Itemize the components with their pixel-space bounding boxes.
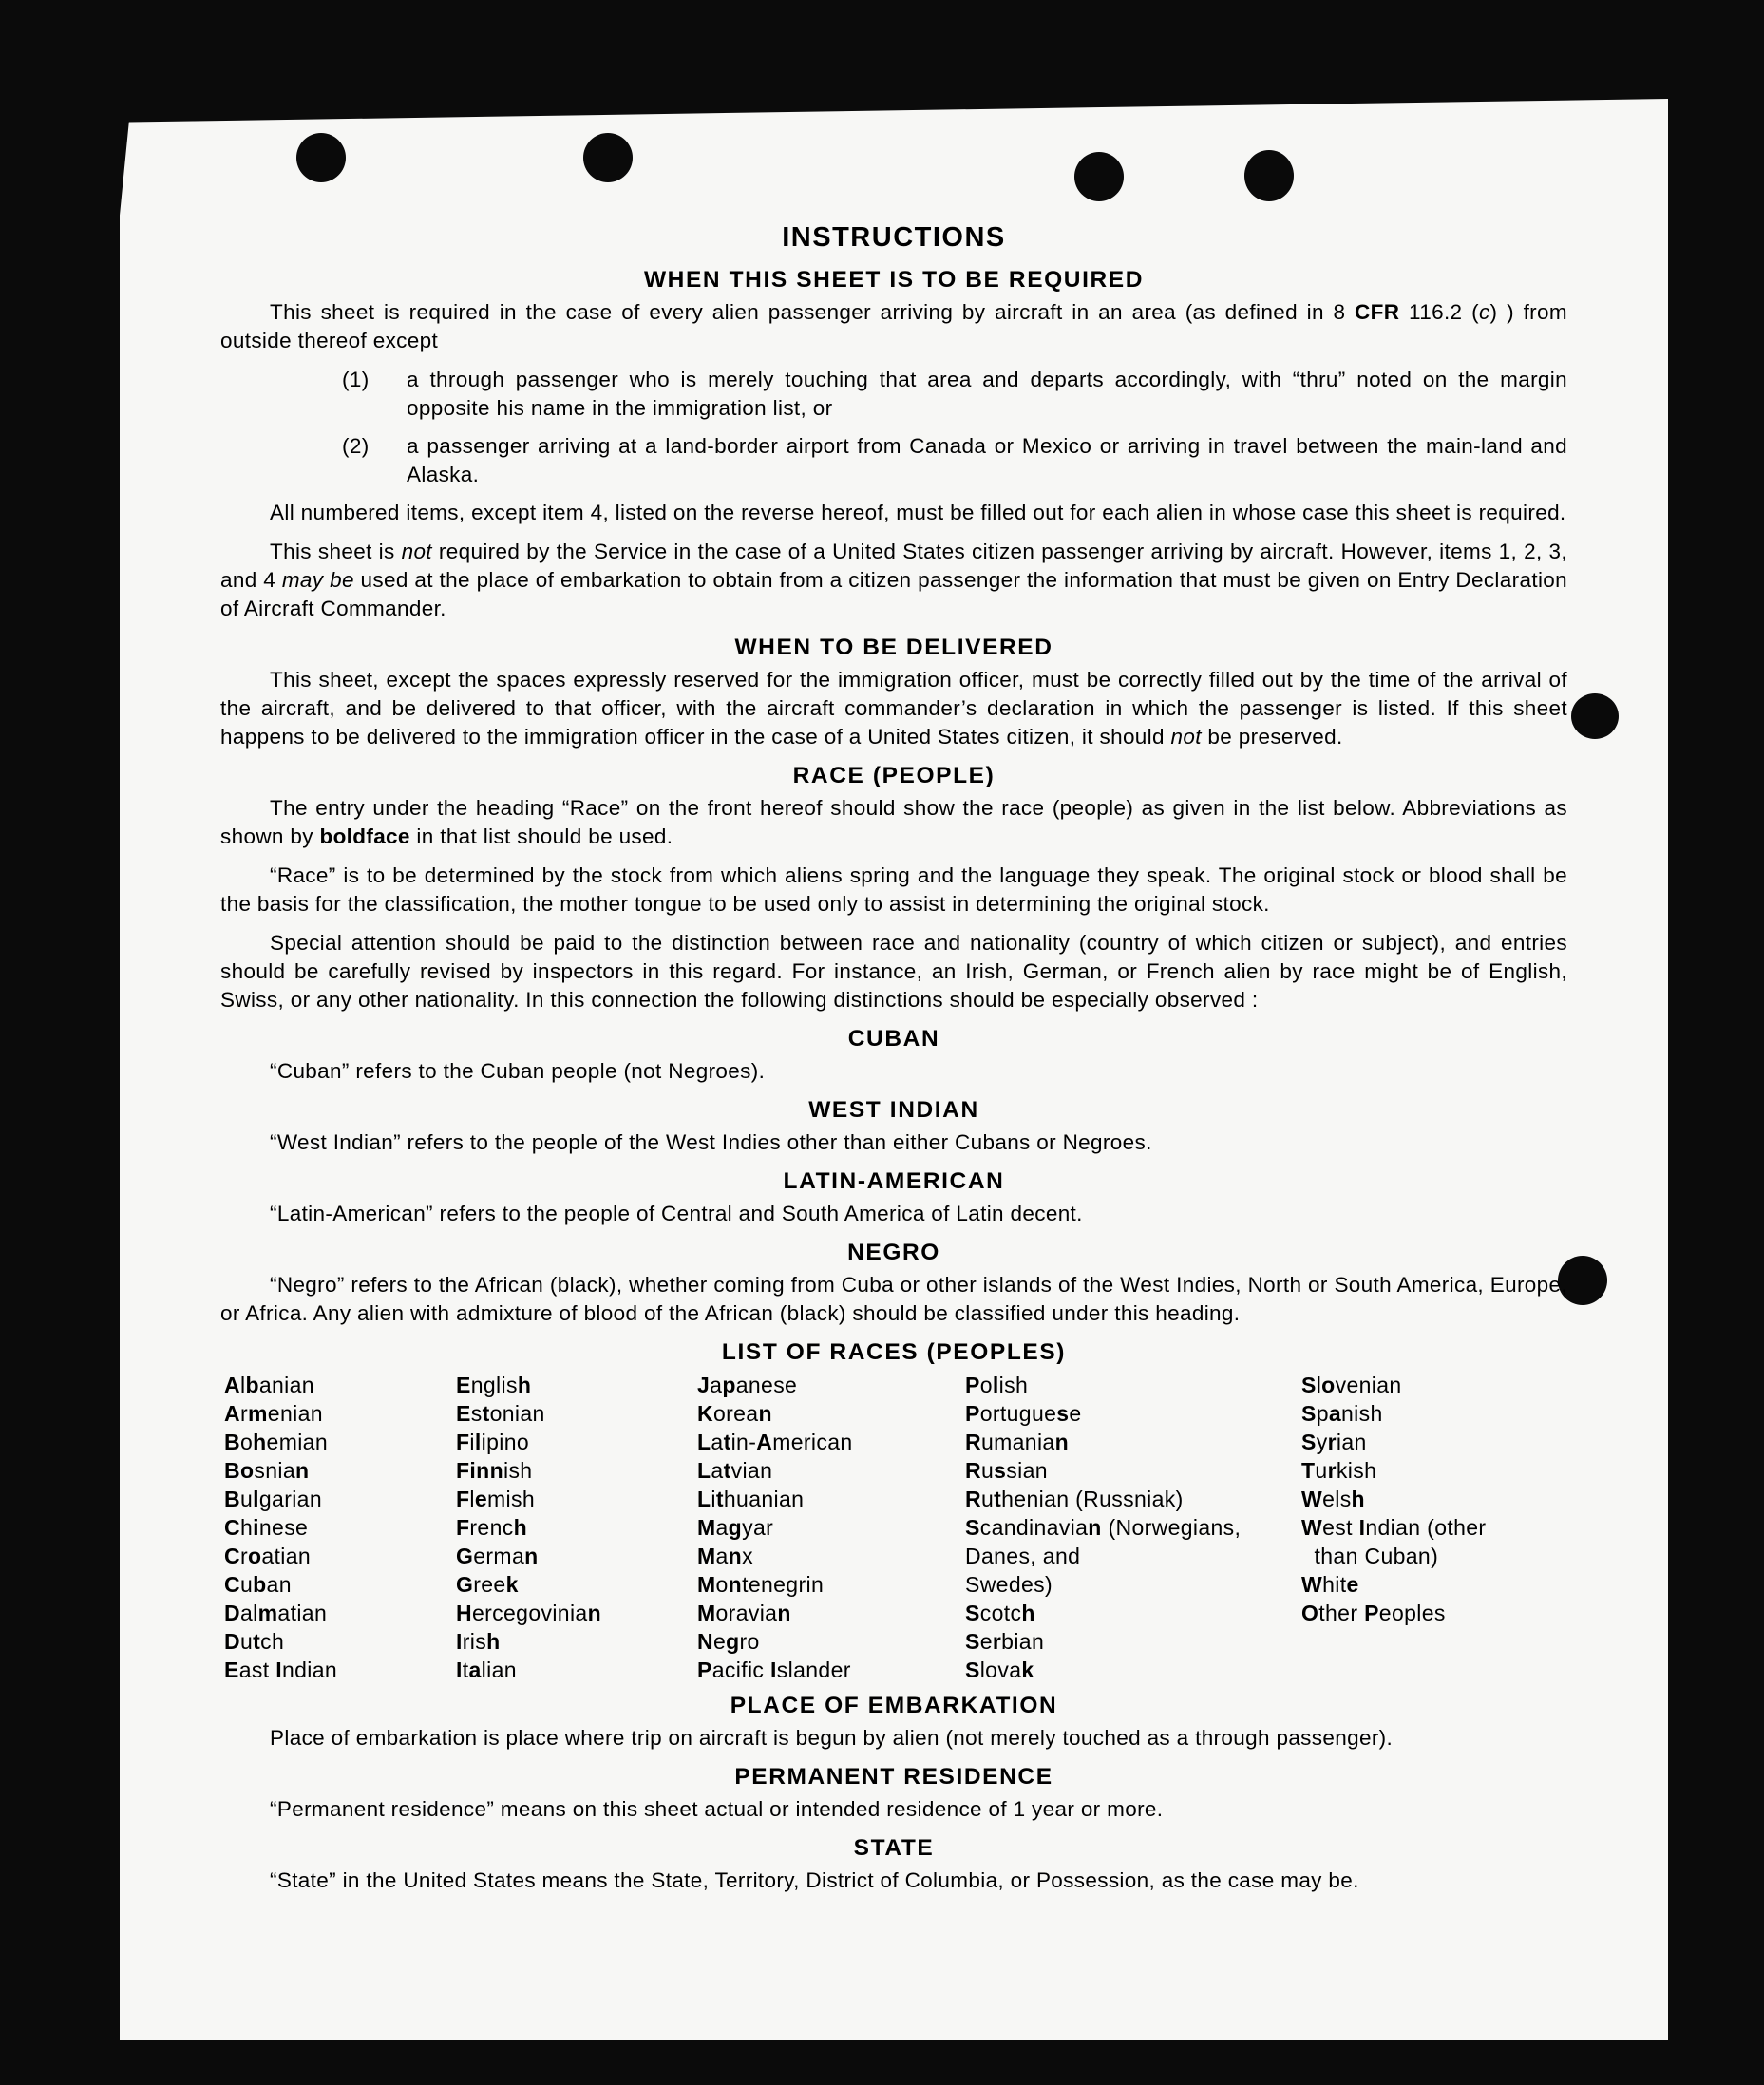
race-entry: Pacific Islander xyxy=(697,1658,851,1682)
race-entry: Albanian xyxy=(224,1373,314,1397)
race-entry: Flemish xyxy=(456,1487,536,1511)
race-entry: Bohemian xyxy=(224,1430,328,1454)
race-entry: West Indian (other xyxy=(1301,1515,1487,1540)
race-entry: Bosnian xyxy=(224,1458,310,1483)
section-heading-cuban: CUBAN xyxy=(847,1026,940,1052)
race-entry: Syrian xyxy=(1301,1430,1367,1454)
section-heading-residence: PERMANENT RESIDENCE xyxy=(734,1764,1053,1790)
race-entry: Dutch xyxy=(224,1629,285,1654)
races-column xyxy=(697,1371,965,1684)
race-entry: Irish xyxy=(456,1629,501,1654)
race-entry: Croatian xyxy=(224,1544,312,1568)
document-title: INSTRUCTIONS xyxy=(782,222,1006,253)
races-column xyxy=(224,1371,456,1684)
races-column xyxy=(456,1371,697,1684)
section-heading-negro: NEGRO xyxy=(847,1240,940,1265)
paragraph-race-nationality: Special attention should be paid to the distinction between race and nationality (country of which citizen or subject), and entries should be carefully revised by inspectors in this regard. For instance, an Irish, German, or French alien by race might be of English, Swiss, or any other nationality. In this connection the following distinctions should be especially observed : xyxy=(220,931,1567,1012)
races-list xyxy=(224,1371,1567,1684)
punch-hole xyxy=(583,133,633,182)
paragraph-negro: “Negro” refers to the African (black), whether coming from Cuba or other islands of the West Indies, North or South America, Europe, or Africa. Any alien with admixture of blood of the African (black) should be classified under this heading. xyxy=(220,1273,1567,1325)
paragraph-residence: “Permanent residence” means on this sheet actual or intended residence of 1 year or more. xyxy=(270,1797,1164,1821)
race-entry: Rumanian xyxy=(965,1430,1069,1454)
race-entry: English xyxy=(456,1373,532,1397)
race-entry: Spanish xyxy=(1301,1401,1383,1426)
punch-hole xyxy=(1244,150,1294,201)
exception-item: (1) a through passenger who is merely touching that area and departs accordingly, with “thru” noted on the margin opposite his name in the immigration list, or xyxy=(342,368,1567,420)
race-entry: Latin-American xyxy=(697,1430,853,1454)
race-entry: Montenegrin xyxy=(697,1572,825,1597)
race-entry: Scotch xyxy=(965,1601,1035,1625)
document-body xyxy=(220,220,1567,1905)
race-entry: Chinese xyxy=(224,1515,309,1540)
paragraph-race-entry: The entry under the heading “Race” on the front hereof should show the race (people) as given in the list below. Abbreviations as shown by boldface in that list should be used. xyxy=(220,796,1567,848)
paragraph-race-stock: “Race” is to be determined by the stock from which aliens spring and the language they speak. The original stock or blood shall be the basis for the classification, the mother tongue to be used only to assist in determining the original stock. xyxy=(220,863,1567,916)
race-entry: Serbian xyxy=(965,1629,1045,1654)
race-entry: Estonian xyxy=(456,1401,545,1426)
paragraph-west-indian: “West Indian” refers to the people of the West Indies other than either Cubans or Negroes. xyxy=(270,1130,1152,1154)
race-entry: Dalmatian xyxy=(224,1601,328,1625)
punch-hole xyxy=(296,133,346,182)
paragraph-numbered-items: All numbered items, except item 4, listed on the reverse hereof, must be filled out for each alien in whose case this sheet is required. xyxy=(270,501,1566,524)
race-entry: Bulgarian xyxy=(224,1487,322,1511)
section-heading-race: RACE (PEOPLE) xyxy=(792,763,996,788)
race-entry: than Cuban) xyxy=(1314,1544,1439,1568)
race-entry: German xyxy=(456,1544,539,1568)
race-entry: French xyxy=(456,1515,527,1540)
race-entry: Slovak xyxy=(965,1658,1034,1682)
race-entry: Turkish xyxy=(1301,1458,1377,1483)
race-entry: East Indian xyxy=(224,1658,338,1682)
race-entry: Portuguese xyxy=(965,1401,1082,1426)
paragraph-state: “State” in the United States means the State, Territory, District of Columbia, or Possession, as the case may be. xyxy=(270,1868,1359,1892)
races-column xyxy=(965,1371,1301,1684)
race-entry: Swedes) xyxy=(965,1572,1053,1597)
race-entry: Cuban xyxy=(224,1572,292,1597)
section-heading-latin-american: LATIN-AMERICAN xyxy=(783,1168,1005,1194)
exception-item: (2) a passenger arriving at a land-border airport from Canada or Mexico or arriving in travel between the main-land and Alaska. xyxy=(342,434,1567,486)
race-entry: Lithuanian xyxy=(697,1487,805,1511)
section-heading-required: WHEN THIS SHEET IS TO BE REQUIRED xyxy=(643,267,1145,293)
race-entry: Slovenian xyxy=(1301,1373,1402,1397)
paragraph-citizen: This sheet is not required by the Service in the case of a United States citizen passenger arriving by aircraft. However, items 1, 2, 3, and 4 may be used at the place of embarkation to obtain from a citizen passenger the information that must be given on Entry Declaration of Aircraft Commander. xyxy=(220,540,1568,620)
race-entry: Scandinavian (Norwegians, xyxy=(965,1515,1242,1540)
race-entry: Japanese xyxy=(697,1373,798,1397)
race-entry: Ruthenian (Russniak) xyxy=(965,1487,1184,1511)
race-entry: Italian xyxy=(456,1658,517,1682)
race-entry: Filipino xyxy=(456,1430,530,1454)
race-entry: Polish xyxy=(965,1373,1029,1397)
section-heading-west-indian: WEST INDIAN xyxy=(808,1097,979,1123)
punch-hole xyxy=(1074,152,1124,201)
race-entry: Negro xyxy=(697,1629,760,1654)
section-heading-embarkation: PLACE OF EMBARKATION xyxy=(730,1693,1058,1718)
race-entry: Manx xyxy=(697,1544,753,1568)
paragraph-delivered: This sheet, except the spaces expressly reserved for the immigration officer, must be correctly filled out by the time of the arrival of the aircraft, and be delivered to that officer, with the aircraft commander’s declaration in which the passenger is listed. If this sheet happens to be delivered to the immigration officer in the case of a United States citizen, it should not be preserved. xyxy=(220,668,1567,749)
race-entry: Korean xyxy=(697,1401,772,1426)
section-heading-delivered: WHEN TO BE DELIVERED xyxy=(734,635,1053,660)
paragraph-embarkation: Place of embarkation is place where trip on aircraft is begun by alien (not merely touched as a through passenger). xyxy=(270,1726,1394,1750)
paragraph-latin-american: “Latin-American” refers to the people of Central and South America of Latin decent. xyxy=(270,1202,1083,1225)
punch-hole xyxy=(1571,693,1619,739)
race-entry: Hercegovinian xyxy=(456,1601,601,1625)
paragraph-cuban: “Cuban” refers to the Cuban people (not Negroes). xyxy=(270,1059,766,1083)
race-entry: White xyxy=(1301,1572,1359,1597)
race-entry: Armenian xyxy=(224,1401,323,1426)
race-entry: Danes, and xyxy=(965,1544,1081,1568)
race-entry: Russian xyxy=(965,1458,1048,1483)
race-entry: Greek xyxy=(456,1572,519,1597)
race-entry: Welsh xyxy=(1301,1487,1365,1511)
race-entry: Finnish xyxy=(456,1458,533,1483)
race-entry: Magyar xyxy=(697,1515,774,1540)
race-entry: Moravian xyxy=(697,1601,791,1625)
section-heading-list-of-races: LIST OF RACES (PEOPLES) xyxy=(721,1339,1067,1365)
races-column xyxy=(1301,1371,1529,1684)
paragraph-required-intro: This sheet is required in the case of every alien passenger arriving by aircraft in an area (as defined in 8 CFR 116.2 (c) ) from outside thereof except xyxy=(220,300,1567,352)
race-entry: Latvian xyxy=(697,1458,773,1483)
section-heading-state: STATE xyxy=(853,1835,935,1861)
race-entry: Other Peoples xyxy=(1301,1601,1446,1625)
